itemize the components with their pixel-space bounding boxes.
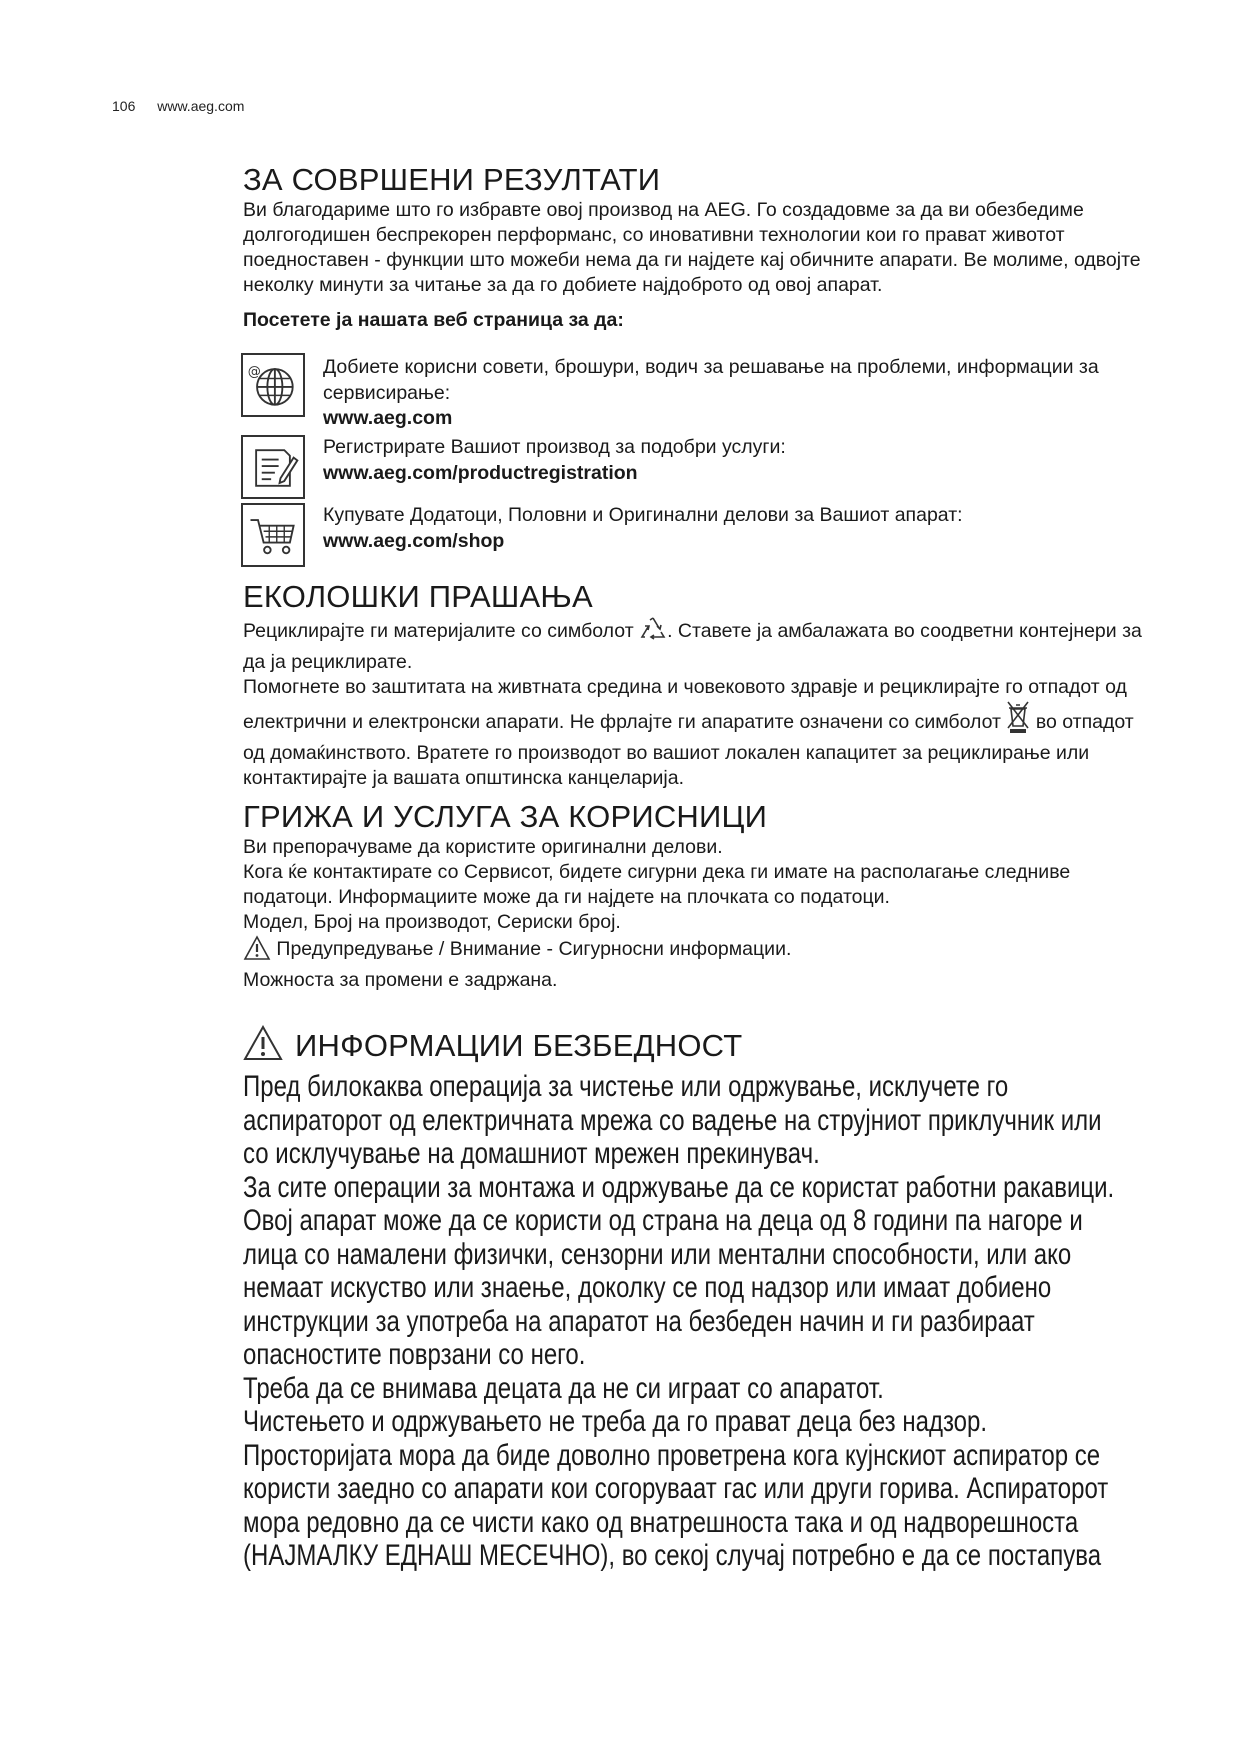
- safety-paragraph: За сите операции за монтажа и одржување да се користат работни ракавици.: [243, 1170, 1115, 1204]
- safety-text: [243, 1070, 1123, 1573]
- eco-title: ЕКОЛОШКИ ПРАШАЊА: [243, 579, 593, 614]
- svg-text:@: @: [247, 364, 261, 380]
- eco-text: . Ставете ја амбалажата во соодветни контејнери за да ја рециклирате.: [243, 620, 1142, 673]
- link-url-productregistration[interactable]: www.aeg.com/productregistration: [323, 461, 638, 484]
- link-url-aeg[interactable]: www.aeg.com: [323, 407, 453, 429]
- link-url-shop[interactable]: www.aeg.com/shop: [323, 529, 505, 552]
- safety-paragraph: Овој апарат може да се користи од страна на деца од 8 години па нагоре и лица со намалени физички, сензорни или ментални способности, или ако немаат искуство или знаење, доколку се под надзор или имаат добиено инструкции за употреба на апаратот на безбеден начин и ги разбираат опасностите поврзани со него.: [243, 1204, 1083, 1371]
- link-row-support: [243, 353, 1143, 435]
- registration-form-icon: [241, 435, 305, 499]
- link-row-registration: [243, 435, 1143, 503]
- link-description: Добиете корисни совети, брошури, водич за решавање на проблеми, информации за сервисирање:: [323, 356, 1099, 404]
- intro-title: ЗА СОВРШЕНИ РЕЗУЛТАТИ: [243, 162, 661, 197]
- eco-text: Рециклирајте ги материјалите со симболот: [243, 620, 634, 642]
- intro-paragraph: Ви благодариме што го избравте овој производ на AEG. Го создадовме за да ви обезбедиме долгогодишен беспрекорен перформанс, со иновативни технологии кои го прават животот поедноставен - функции што можеби нема да ги најдете кај обичните апарати. Ве молиме, одвојте неколку минути за читање за да го добиете најдоброто од овој апарат.: [243, 199, 1141, 296]
- visit-label: Посетете ја нашата веб страница за да:: [243, 309, 624, 331]
- care-title: ГРИЖА И УСЛУГА ЗА КОРИСНИЦИ: [243, 799, 768, 834]
- eco-text: Помогнете во заштитата на живтната средина и човековото здравје и рециклирајте го отпадот од електрични и електронски апарати. Не фрлајте ги апаратите означени со симболот: [243, 676, 1127, 733]
- recycle-icon: [639, 615, 667, 650]
- crossed-bin-icon: [1006, 700, 1030, 741]
- globe-at-icon: [241, 353, 305, 417]
- care-warning-line: [243, 935, 1143, 968]
- care-line: Модел, Број на производот, Сериски број.: [243, 911, 621, 933]
- link-list: [243, 353, 1143, 569]
- eco-paragraph-weee: [243, 675, 1143, 791]
- warning-icon: [243, 935, 271, 968]
- warning-icon: [243, 1025, 283, 1066]
- shopping-cart-icon: [241, 503, 305, 567]
- care-line: Можноста за промени е задржана.: [243, 969, 558, 991]
- page-header: [112, 98, 244, 114]
- link-description: Купувате Додатоци, Половни и Оригинални делови за Вашиот апарат:: [323, 504, 963, 526]
- safety-paragraph: Чистењето и одржувањето не треба да го прават деца без надзор.: [243, 1405, 988, 1438]
- eco-paragraph-recycle: [243, 615, 1143, 675]
- eco-text: во отпадот од домаќинството. Вратете го производот во вашиот локален капацитет за рециклирање или контактирајте ја вашата општинска канцеларија.: [243, 711, 1134, 789]
- care-line: Кога ќе контактирате со Сервисот, бидете сигурни дека ги имате на располагање следниве податоци. Информациите може да ги најдете на плочката со податоци.: [243, 861, 1071, 908]
- page-number: 106: [112, 98, 136, 114]
- link-description: Регистрирате Вашиот производ за подобри услуги:: [323, 436, 786, 458]
- warning-text: Предупредување / Внимание - Сигурносни информации.: [276, 938, 792, 960]
- care-line: Ви препорачуваме да користите оригинални делови.: [243, 836, 723, 858]
- safety-title-row: [243, 1025, 1143, 1066]
- safety-title: ИНФОРМАЦИИ БЕЗБЕДНОСТ: [295, 1027, 743, 1063]
- safety-paragraph: Треба да се внимава децата да не си играат со апаратот.: [243, 1371, 884, 1405]
- link-row-shop: [243, 503, 1143, 569]
- website-url[interactable]: www.aeg.com: [157, 98, 245, 114]
- safety-paragraph: Пред билокаква операција за чистење или одржување, исклучете го аспираторот од електричната мрежа со вадење на струјниот приклучник или со исклучување на домашниот мрежен прекинувач.: [243, 1070, 1102, 1170]
- safety-paragraph: Просторијата мора да биде доволно проветрена кога кујнскиот аспиратор се користи заедно со апарати кои согоруваат гас или други горива. Аспираторот мора редовно да се чисти како од внатрешноста така и од надворешноста (НАЈМАЛКУ ЕДНАШ МЕСЕЧНО), во секој случај потребно е да се постапува: [243, 1438, 1109, 1572]
- page-content: [243, 162, 1143, 1573]
